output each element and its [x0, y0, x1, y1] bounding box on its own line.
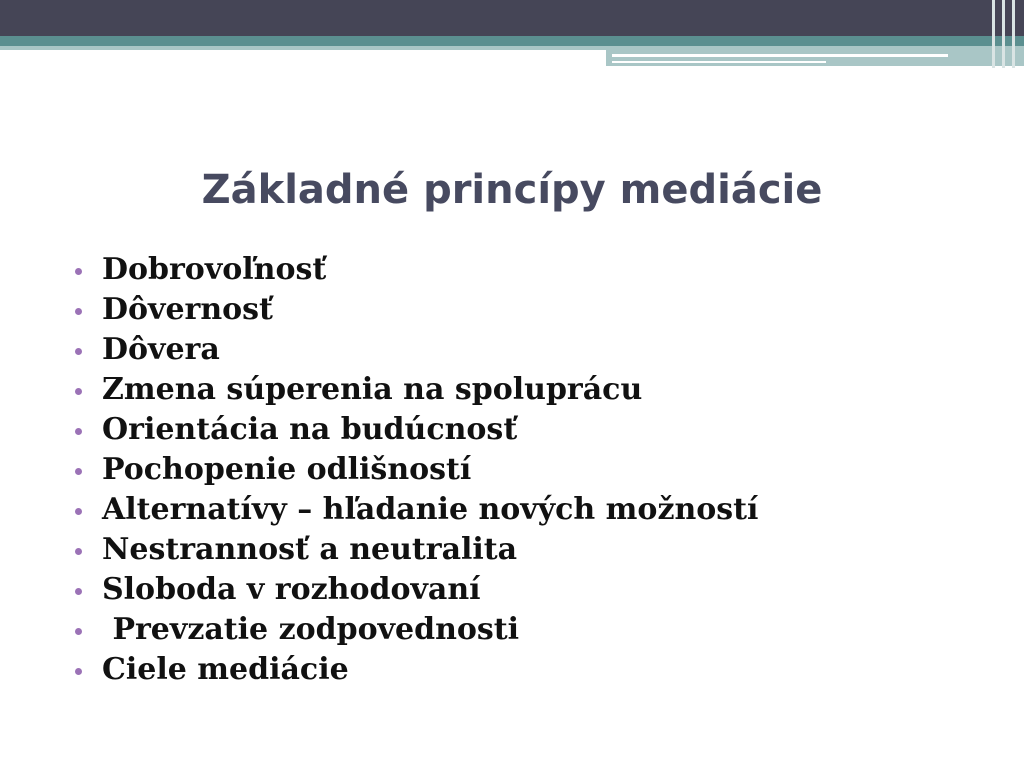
header-stripe — [992, 0, 995, 68]
bullet-marker-icon — [75, 668, 82, 675]
bullet-item — [72, 490, 758, 530]
bullet-marker-icon — [75, 468, 82, 475]
bullet-text: Dobrovoľnosť — [102, 252, 327, 287]
header-accent-line — [612, 61, 826, 63]
bullet-text: Pochopenie odlišností — [102, 452, 472, 487]
bullet-text: Zmena súperenia na spoluprácu — [102, 372, 643, 407]
header-accent-line — [612, 54, 948, 57]
bullet-item — [72, 570, 758, 610]
bullet-item — [72, 450, 758, 490]
bullet-marker-icon — [75, 348, 82, 355]
bullet-marker-icon — [75, 428, 82, 435]
bullet-marker-icon — [75, 588, 82, 595]
bullet-text: Dôvernosť — [102, 292, 273, 327]
bullet-list — [72, 250, 758, 690]
bullet-text: Ciele mediácie — [102, 652, 349, 687]
bullet-text: Orientácia na budúcnosť — [102, 412, 518, 447]
bullet-item — [72, 610, 758, 650]
bullet-marker-icon — [75, 308, 82, 315]
bullet-marker-icon — [75, 508, 82, 515]
bullet-item — [72, 250, 758, 290]
bullet-marker-icon — [75, 388, 82, 395]
slide-title: Základné princípy mediácie — [201, 167, 823, 213]
header-band-dark — [0, 0, 1024, 36]
bullet-text: Alternatívy – hľadanie nových možností — [102, 492, 759, 527]
bullet-item — [72, 330, 758, 370]
bullet-text: Nestrannosť a neutralita — [102, 532, 518, 567]
bullet-item — [72, 370, 758, 410]
bullet-item — [72, 410, 758, 450]
bullet-marker-icon — [75, 628, 82, 635]
bullet-item — [72, 530, 758, 570]
bullet-text: Prevzatie zodpovednosti — [102, 612, 520, 647]
bullet-marker-icon — [75, 548, 82, 555]
header-stripe — [1012, 0, 1015, 68]
header-stripe — [1002, 0, 1005, 68]
bullet-text: Sloboda v rozhodovaní — [102, 572, 481, 607]
header-band-teal — [0, 36, 1024, 46]
bullet-marker-icon — [75, 268, 82, 275]
bullet-item — [72, 650, 758, 690]
bullet-text: Dôvera — [102, 332, 220, 367]
bullet-item — [72, 290, 758, 330]
